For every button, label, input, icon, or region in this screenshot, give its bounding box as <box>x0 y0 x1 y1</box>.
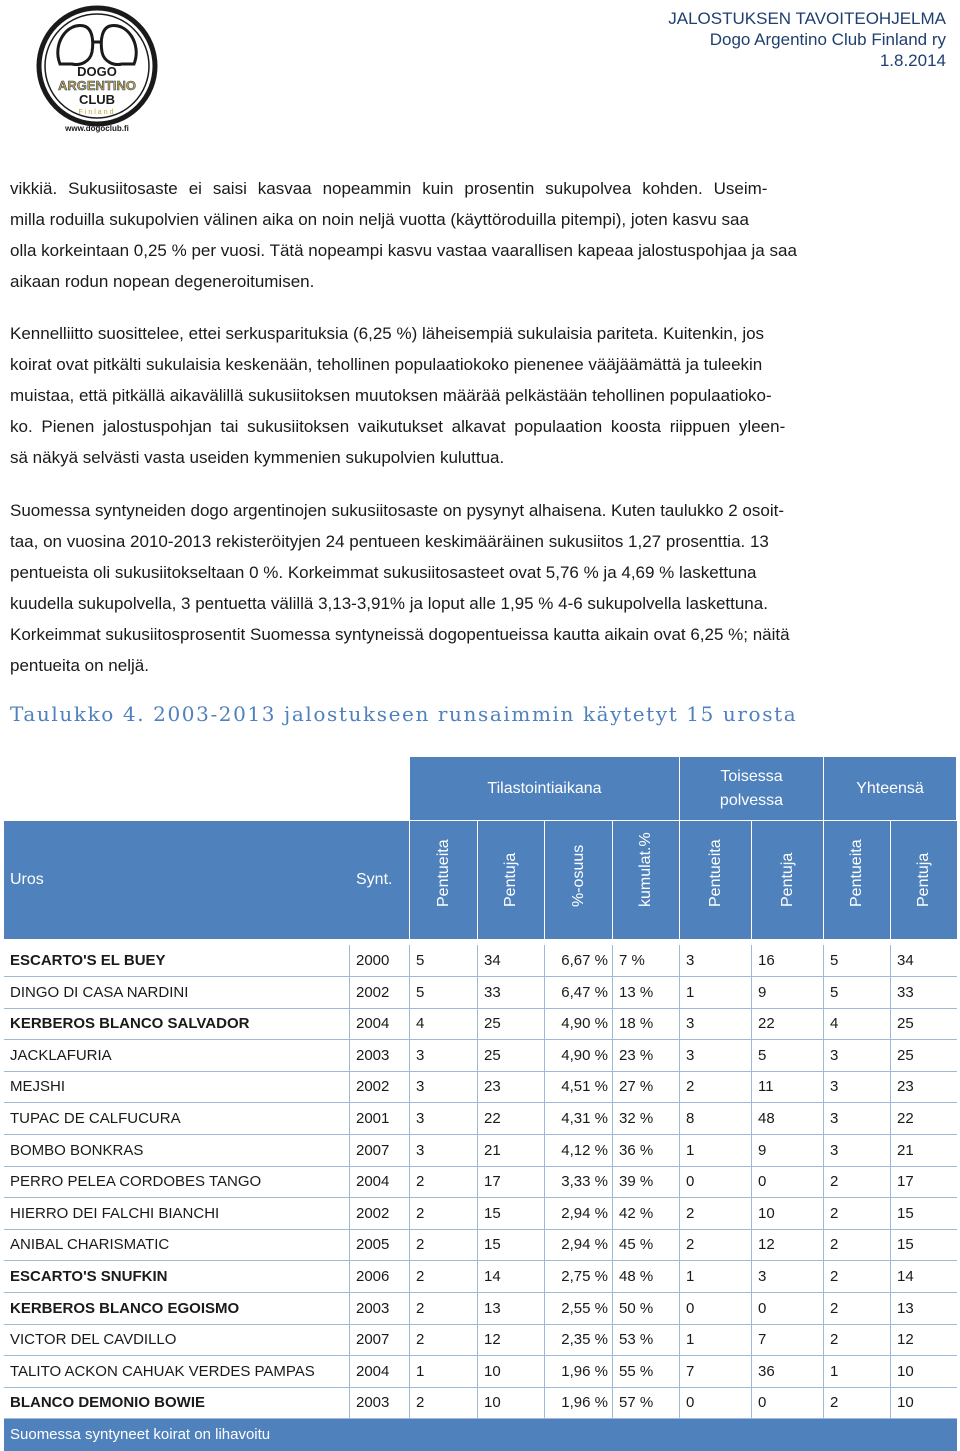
table-row <box>4 1103 957 1135</box>
table-cell: 3 <box>824 1040 891 1071</box>
table-cell: 2 <box>824 1261 891 1292</box>
table-cell: 2 <box>824 1293 891 1324</box>
cell-uros: KERBEROS BLANCO EGOISMO <box>4 1293 350 1324</box>
table-cell: 4,51 % <box>545 1071 613 1102</box>
table-cell: 0 <box>752 1387 824 1418</box>
column-header-osuus: %-osuus <box>545 821 613 939</box>
table-cell: 7 % <box>613 945 680 976</box>
table-cell: 5 <box>410 945 478 976</box>
table-cell: 5 <box>752 1040 824 1071</box>
table-cell: 2007 <box>350 1135 410 1166</box>
table-cell: 2002 <box>350 1071 410 1102</box>
table-cell: 2003 <box>350 1040 410 1071</box>
column-header-pentueita-3: Pentueita <box>824 821 891 939</box>
table-cell: 2 <box>824 1324 891 1355</box>
table-cell: 2 <box>680 1071 752 1102</box>
table-cell: 2 <box>410 1324 478 1355</box>
table-cell: 2004 <box>350 1356 410 1387</box>
cell-uros: BOMBO BONKRAS <box>4 1135 350 1166</box>
table-cell: 21 <box>897 1141 914 1159</box>
table-cell: 4,12 % <box>545 1135 613 1166</box>
table-cell: 3,33 % <box>545 1166 613 1197</box>
table-cell: 48 % <box>613 1261 680 1292</box>
table-cell: 2004 <box>350 1166 410 1197</box>
table-cell: 13 <box>478 1293 545 1324</box>
svg-text:ARGENTINO: ARGENTINO <box>58 78 136 93</box>
text-line: pentueita on neljä. <box>10 656 149 675</box>
table-cell: 45 % <box>613 1229 680 1260</box>
table-cell: 13 % <box>613 977 680 1008</box>
group-header-tilastointiaikana: Tilastointiaikana <box>410 757 680 821</box>
table-row <box>4 977 957 1009</box>
organization-name: Dogo Argentino Club Finland ry <box>709 30 946 49</box>
table-cell: 3 <box>824 1071 891 1102</box>
table-cell: 2 <box>824 1387 891 1418</box>
table-cell: 6,47 % <box>545 977 613 1008</box>
table-cell: 13 <box>897 1299 914 1317</box>
table-cell: 5 <box>824 945 891 976</box>
cell-uros: TALITO ACKON CAHUAK VERDES PAMPAS <box>4 1356 350 1387</box>
table-cell: 2 <box>680 1198 752 1229</box>
table-row <box>4 1198 957 1230</box>
table-cell: 22 <box>478 1103 545 1134</box>
text-line: taa, on vuosina 2010-2013 rekisteröityjen 24 pentueen keskimääräinen sukusiitos 1,27 prosenttia. 13 <box>10 532 769 551</box>
paragraph-3 <box>10 495 945 681</box>
table-cell: 3 <box>680 1008 752 1039</box>
table-cell: 18 % <box>613 1008 680 1039</box>
group-header-toisessa-polvessa: Toisessa polvessa <box>680 757 824 821</box>
table-cell: 2 <box>410 1166 478 1197</box>
table-cell: 9 <box>752 1135 824 1166</box>
table-row <box>4 1229 957 1261</box>
table-cell: 25 <box>897 1046 914 1064</box>
table-cell: 4,31 % <box>545 1103 613 1134</box>
text-line: ko. Pienen jalostuspohjan tai sukusiitoksen vaikutukset alkavat populaation koosta riippuen yleen- <box>10 417 786 436</box>
table-cell: 2001 <box>350 1103 410 1134</box>
table-row <box>4 1166 957 1198</box>
cell-uros: HIERRO DEI FALCHI BIANCHI <box>4 1198 350 1229</box>
table-cell: 39 % <box>613 1166 680 1197</box>
text-line: Suomessa syntyneiden dogo argentinojen sukusiitosaste on pysynyt alhaisena. Kuten taulukko 2 osoit- <box>10 501 784 520</box>
table-row <box>4 1387 957 1419</box>
table-cell: 23 <box>478 1071 545 1102</box>
table-cell: 1 <box>680 1324 752 1355</box>
table-cell: 2,35 % <box>545 1324 613 1355</box>
table-cell: 1 <box>410 1356 478 1387</box>
table-cell: 3 <box>824 1135 891 1166</box>
text-line: Korkeimmat sukusiitosprosentit Suomessa syntyneissä dogopentueissa kautta aikain ovat 6,25 %; näitä <box>10 625 790 644</box>
table-cell: 2,55 % <box>545 1293 613 1324</box>
svg-text:DOGO: DOGO <box>77 64 117 79</box>
text-line: kuudella sukupolvella, 3 pentuetta välillä 3,13-3,91% ja loput alle 1,95 % 4-6 sukupolvella laskettuna. <box>10 594 768 613</box>
table-row <box>4 1356 957 1388</box>
table-cell: 4,90 % <box>545 1040 613 1071</box>
table-cell: 21 <box>478 1135 545 1166</box>
table-cell: 2 <box>410 1293 478 1324</box>
table-cell: 48 <box>752 1103 824 1134</box>
table-cell: 2 <box>824 1166 891 1197</box>
cell-uros: DINGO DI CASA NARDINI <box>4 977 350 1008</box>
text-line: pentueista oli sukusiitokseltaan 0 %. Korkeimmat sukusiitosasteet ovat 5,76 % ja 4,69 % laskettuna <box>10 563 757 582</box>
table-cell: 34 <box>478 945 545 976</box>
column-header-pentuja-2: Pentuja <box>752 821 824 939</box>
table-cell: 25 <box>478 1008 545 1039</box>
cell-uros: TUPAC DE CALFUCURA <box>4 1103 350 1134</box>
table-cell: 4 <box>824 1008 891 1039</box>
column-header-uros: Uros <box>4 821 350 939</box>
table-cell: 27 % <box>613 1071 680 1102</box>
table-cell: 22 <box>752 1008 824 1039</box>
table-cell: 17 <box>478 1166 545 1197</box>
table-cell: 3 <box>752 1261 824 1292</box>
table-cell: 10 <box>752 1198 824 1229</box>
table-cell: 2 <box>824 1229 891 1260</box>
table-cell: 1,96 % <box>545 1387 613 1418</box>
column-header-synt: Synt. <box>350 821 410 939</box>
table-cell: 23 <box>897 1078 914 1096</box>
table-cell: 10 <box>478 1387 545 1418</box>
table-cell: 2 <box>824 1198 891 1229</box>
paragraph-2 <box>10 318 945 473</box>
svg-text:Finland: Finland <box>78 109 116 116</box>
svg-text:CLUB: CLUB <box>78 92 116 107</box>
table-cell: 2003 <box>350 1293 410 1324</box>
table-row <box>4 1008 957 1040</box>
table-cell: 5 <box>824 977 891 1008</box>
table-cell: 53 % <box>613 1324 680 1355</box>
table-cell: 2006 <box>350 1261 410 1292</box>
table-cell: 15 <box>478 1198 545 1229</box>
table-cell: 4 <box>410 1008 478 1039</box>
text-line: Kennelliitto suosittelee, ettei serkusparituksia (6,25 %) läheisempiä sukulaisia pariteta. Kuitenkin, jos <box>10 324 765 343</box>
table-cell: 2002 <box>350 1198 410 1229</box>
table-cell: 12 <box>897 1331 914 1349</box>
table-cell: 22 <box>897 1110 914 1127</box>
table-row <box>4 1040 957 1072</box>
cell-uros: ESCARTO'S SNUFKIN <box>4 1261 350 1292</box>
table-row <box>4 1135 957 1167</box>
table-cell: 16 <box>752 945 824 976</box>
table-cell: 0 <box>680 1293 752 1324</box>
table-cell: 2000 <box>350 945 410 976</box>
table-cell: 25 <box>897 1015 914 1033</box>
table-cell: 36 % <box>613 1135 680 1166</box>
cell-uros: MEJSHI <box>4 1071 350 1102</box>
table-cell: 2 <box>410 1387 478 1418</box>
table-cell: 2004 <box>350 1008 410 1039</box>
table-cell: 15 <box>897 1204 914 1222</box>
table-cell: 2,75 % <box>545 1261 613 1292</box>
table-cell: 14 <box>897 1268 914 1285</box>
table-cell: 3 <box>410 1071 478 1102</box>
table-cell: 0 <box>680 1166 752 1197</box>
text-line: koirat ovat pitkälti sukulaisia keskenään, tehollinen populaatiokoko pienenee vääjäämättä ja tuleekin <box>10 355 763 374</box>
cell-uros: ESCARTO'S EL BUEY <box>4 945 350 976</box>
table-cell: 6,67 % <box>545 945 613 976</box>
table-cell: 2,94 % <box>545 1229 613 1260</box>
table-cell: 5 <box>410 977 478 1008</box>
column-header-kumulat: kumulat.% <box>613 821 680 939</box>
table-caption: Taulukko 4. 2003-2013 jalostukseen runsaimmin käytetyt 15 urosta <box>10 702 798 726</box>
table-cell: 50 % <box>613 1293 680 1324</box>
cell-uros: ANIBAL CHARISMATIC <box>4 1229 350 1260</box>
table-cell: 34 <box>897 952 914 969</box>
group-header-yhteensa: Yhteensä <box>824 757 957 821</box>
table-cell: 33 <box>478 977 545 1008</box>
table-cell: 25 <box>478 1040 545 1071</box>
text-line: sä näkyä selvästi vasta useiden kymmenien sukupolvien kuluttua. <box>10 448 505 467</box>
table-row <box>4 945 957 977</box>
table-row <box>4 1071 957 1103</box>
text-line: milla roduilla sukupolvien välinen aika on noin neljä vuotta (käyttöroduilla pitempi), joten kasvu saa <box>10 210 749 229</box>
table-row <box>4 1293 957 1325</box>
table-cell: 2005 <box>350 1229 410 1260</box>
table-cell: 1,96 % <box>545 1356 613 1387</box>
table-cell: 7 <box>752 1324 824 1355</box>
table-footer-note: Suomessa syntyneet koirat on lihavoitu <box>4 1419 957 1451</box>
table-cell: 1 <box>680 1135 752 1166</box>
cell-uros: JACKLAFURIA <box>4 1040 350 1071</box>
table-cell: 2 <box>410 1198 478 1229</box>
table-cell: 42 % <box>613 1198 680 1229</box>
table-cell: 3 <box>680 945 752 976</box>
table-cell: 8 <box>680 1103 752 1134</box>
table-cell: 11 <box>752 1071 824 1102</box>
cell-uros: VICTOR DEL CAVDILLO <box>4 1324 350 1355</box>
table-cell: 12 <box>752 1229 824 1260</box>
cell-uros: BLANCO DEMONIO BOWIE <box>4 1387 350 1418</box>
table-cell: 0 <box>680 1387 752 1418</box>
table-cell: 4,90 % <box>545 1008 613 1039</box>
table-cell: 2002 <box>350 977 410 1008</box>
dogo-argentino-club-logo <box>22 4 172 134</box>
column-header-pentueita-2: Pentueita <box>680 821 752 939</box>
column-header-pentueita: Pentueita <box>410 821 478 939</box>
document-header <box>668 8 946 71</box>
table-cell: 57 % <box>613 1387 680 1418</box>
table-cell: 3 <box>680 1040 752 1071</box>
table-cell: 2003 <box>350 1387 410 1418</box>
table-cell: 12 <box>478 1324 545 1355</box>
table-cell: 10 <box>478 1356 545 1387</box>
table-cell: 3 <box>410 1103 478 1134</box>
text-line: olla korkeintaan 0,25 % per vuosi. Tätä nopeampi kasvu vastaa vaarallisen kapeaa jalostuspohjaa ja saa <box>10 241 797 260</box>
table-cell: 17 <box>897 1173 914 1191</box>
table-cell: 10 <box>897 1362 914 1380</box>
table-row <box>4 1324 957 1356</box>
document-title: JALOSTUKSEN TAVOITEOHJELMA <box>668 9 946 28</box>
text-line: aikaan rodun nopean degeneroitumisen. <box>10 272 315 291</box>
table-cell: 2 <box>680 1229 752 1260</box>
column-header-pentuja-3: Pentuja <box>891 821 957 939</box>
table-cell: 14 <box>478 1261 545 1292</box>
table-cell: 7 <box>680 1356 752 1387</box>
table-cell: 3 <box>410 1135 478 1166</box>
table-cell: 2,94 % <box>545 1198 613 1229</box>
table-cell: 55 % <box>613 1356 680 1387</box>
table-cell: 9 <box>752 977 824 1008</box>
text-line: vikkiä. Sukusiitosaste ei saisi kasvaa nopeammin kuin prosentin sukupolvea kohden. Useim- <box>10 179 768 198</box>
table-cell: 2 <box>410 1261 478 1292</box>
document-date: 1.8.2014 <box>879 51 946 70</box>
table-cell: 15 <box>897 1236 914 1254</box>
text-line: muistaa, että pitkällä aikavälillä sukusiitoksen muutoksen määrää pelkästään tehollinen populaatioko- <box>10 386 772 405</box>
table-cell: 1 <box>680 1261 752 1292</box>
cell-uros: PERRO PELEA CORDOBES TANGO <box>4 1166 350 1197</box>
paragraph-1 <box>10 173 945 297</box>
table-cell: 1 <box>680 977 752 1008</box>
table-row <box>4 1261 957 1293</box>
table-cell: 36 <box>752 1356 824 1387</box>
cell-uros: KERBEROS BLANCO SALVADOR <box>4 1008 350 1039</box>
table-cell: 23 % <box>613 1040 680 1071</box>
table-cell: 0 <box>752 1293 824 1324</box>
table-cell: 0 <box>752 1166 824 1197</box>
table-cell: 10 <box>897 1394 914 1412</box>
table-cell: 32 % <box>613 1103 680 1134</box>
table-cell: 2 <box>410 1229 478 1260</box>
table-cell: 3 <box>824 1103 891 1134</box>
svg-text:www.dogoclub.fi: www.dogoclub.fi <box>65 124 129 133</box>
table-cell: 33 <box>897 983 914 1001</box>
table-cell: 3 <box>410 1040 478 1071</box>
table-cell: 1 <box>824 1356 891 1387</box>
table-cell: 15 <box>478 1229 545 1260</box>
table-cell: 2007 <box>350 1324 410 1355</box>
column-header-pentuja: Pentuja <box>478 821 545 939</box>
